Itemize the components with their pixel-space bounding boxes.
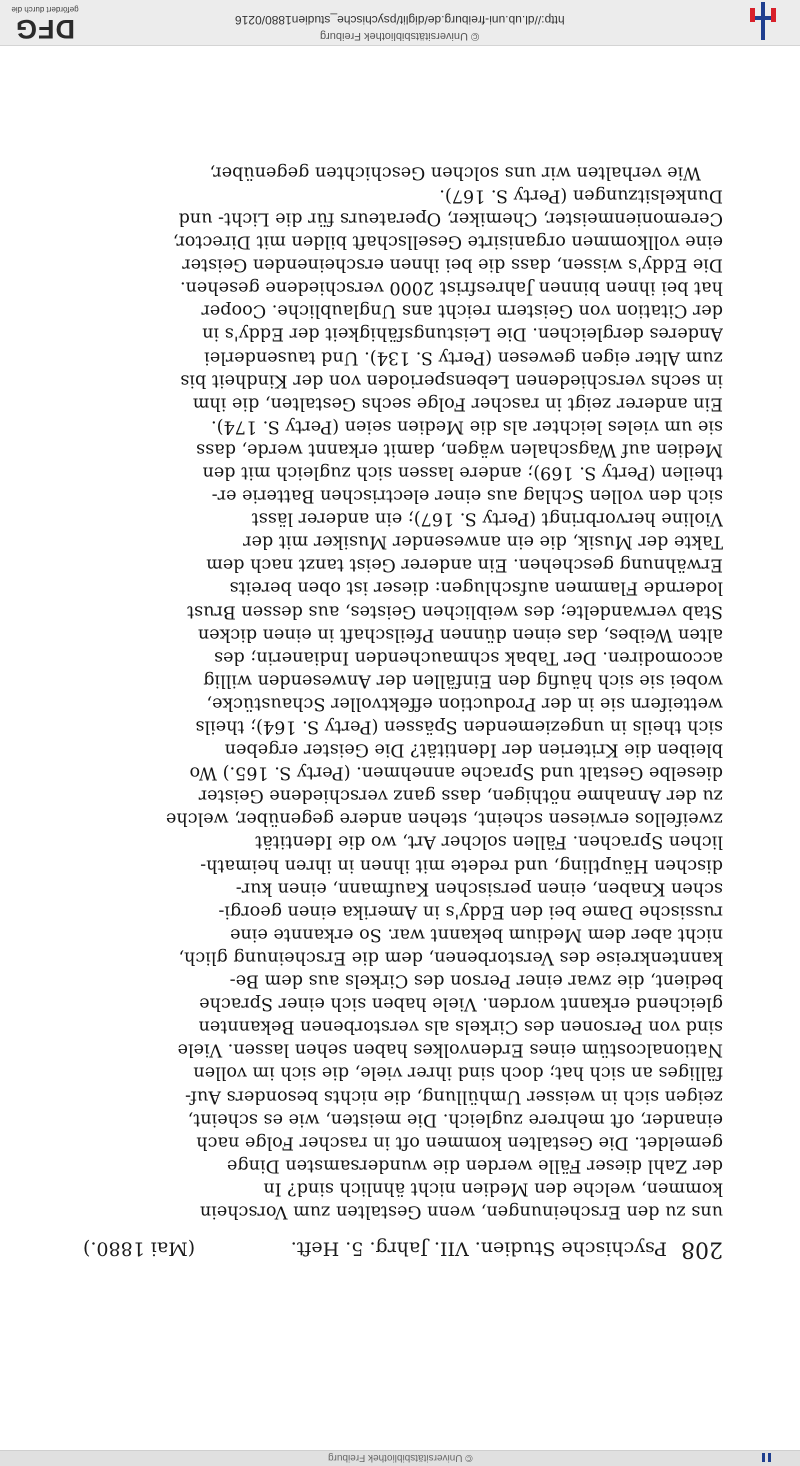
text-line: nicht aber dem Medium bekannt war. So erkannte eine (230, 924, 723, 945)
text-line: Wie verhalten wir uns solchen Geschichten gegenüber, (209, 162, 701, 183)
text-line: wetteifern sie in der Production effektvoller Schaustücke, (206, 693, 723, 714)
library-credit: © Universitätsbibliothek Freiburg (320, 30, 480, 42)
university-logo-icon (748, 2, 778, 42)
dfg-logo-text: DFG (15, 14, 75, 44)
dfg-logo (2, 2, 88, 44)
text-line: gemeldet. Die Gestalten kommen oft in rascher Folge nach (196, 1132, 723, 1153)
text-line: schen Knaben, einen persischen Kaufmann, einen kur- (235, 878, 723, 898)
text-line: sich den vollen Schlag aus einer electrischen Batterie er- (211, 485, 723, 506)
text-line: russische Dame bei den Eddy's in Amerika einen georgi- (218, 901, 723, 922)
text-line: Ceremonienmeister, Chemiker, Operateurs für die Licht- und (178, 208, 723, 229)
text-line: in sechs verschiedenen Lebensperioden von der Kindheit bis (180, 369, 723, 390)
text-line: Erwähnung geschehen. Ein anderer Geist tanzt nach dem (206, 554, 723, 575)
page-url[interactable]: http://dl.ub.uni-freiburg.de/diglit/psychische_studien1880/0216 (235, 13, 565, 27)
page-header (83, 1236, 723, 1260)
text-line: gleichend erkannt worden. Viele haben sich einer Sprache (199, 993, 723, 1014)
text-line: dischen Häuptling, und redete mit ihnen in ihren heimath- (200, 854, 723, 875)
text-line: kanntenkreise des Verstorbenen, dem die Erscheinung glich, (178, 947, 723, 968)
dfg-caption: gefördert durch die (11, 5, 79, 14)
scanned-page (83, 160, 723, 1260)
running-head: Psychische Studien. VII. Jahrg. 5. Heft. (290, 1237, 667, 1260)
text-line: bedient, die zwar einer Person des Cirkels aus dem Be- (229, 970, 723, 991)
text-line: zweifellos erwiesen scheint, stehen andere gegenüber, welche (165, 808, 723, 829)
text-line: lichen Sprachen. Fällen solcher Art, wo die Identität (255, 831, 723, 852)
text-line: bleiben die Kriterien der Identität? Die Geister ergeben (224, 739, 723, 760)
text-line: Stab verwandelte; des weiblichen Geistes, aus dessen Brust (187, 600, 723, 621)
viewer-top-bar (0, 0, 800, 46)
page-number: 208 (681, 1236, 723, 1262)
text-line: sind von Personen des Cirkels als verstorbenen Bekannten (198, 1016, 723, 1037)
text-line: zeigen sich in weisser Umhüllung, die nichts besonders Auf- (185, 1085, 723, 1106)
bottom-logo-icon (760, 1451, 778, 1463)
text-line: Violine hervorbringt (Perty S. 167); ein anderer lässt (251, 508, 723, 529)
text-line: lodernde Flammen aufschlugen: dieser ist oben bereits (229, 577, 723, 598)
text-line: der Zahl dieser Fälle werden die wundersamsten Dinge (226, 1155, 723, 1176)
text-line: kommen, welche den Medien nicht ähnlich sind? In (263, 1178, 723, 1199)
text-line: Medien auf Wagschalen wägen, damit erkannt werde, dass (196, 439, 723, 460)
text-line: sie um vieles leichter als die Medien seien (Perty S. 174). (211, 416, 723, 437)
bottom-library-credit: © Universitätsbibliothek Freiburg (327, 1452, 473, 1463)
text-line: einander, oft mehrere zugleich. Die meisten, wie es scheint, (187, 1108, 723, 1129)
text-line: wobei sie sich häufig den Einfällen der Anwesenden willig (203, 670, 723, 691)
text-line: Anderes dergleichen. Die Leistungsfähigkeit der Eddy's in (202, 323, 723, 344)
text-line: Nationalcostüm eines Erdenvolkes haben sehen lassen. Viele (177, 1039, 723, 1060)
text-line: accomodiren. Der Tabak schmauchenden Indianerin; des (214, 647, 723, 668)
text-line: Die Eddy's wissen, dass die bei ihnen erscheinenden Geister (182, 254, 723, 275)
text-line: dieselbe Gestalt und Sprache annehmen. (Perty S. 165.) Wo (189, 762, 723, 783)
text-line: fälliges an sich hat; doch sind ihrer viele, die sich im vollen (193, 1062, 723, 1083)
text-line: hat bei ihnen binnen Jahresfrist 2000 verschiedene gesehen. (179, 277, 723, 298)
text-line: Ein anderer zeigt in rascher Folge sechs Gestalten, die ihm (192, 393, 723, 414)
issue-date: (Mai 1880.) (83, 1237, 196, 1260)
text-line: zu der Annahme nöthigen, dass ganz verschiedene Geister (198, 785, 723, 806)
text-line: theilen (Perty S. 169); andere lassen sich zugleich mit den (202, 462, 723, 483)
text-line: Dunkelsitzungen (Perty S. 167). (439, 185, 723, 206)
text-line: Takte der Musik, die ein anwesender Musiker mit der (243, 531, 723, 552)
text-line: alten Weibes, das einen dünnen Pfeilschaft in einen dicken (197, 623, 723, 644)
body-text (83, 160, 723, 1222)
text-line: eine vollkommen organisirte Gesellschaft bilden mit Director, (172, 231, 723, 252)
text-line: zum Alter eigen gewesen (Perty S. 134). Und tausenderlei (204, 346, 723, 367)
text-line: sich theils in ungeziemenden Spässen (Perty S. 164); theils (195, 716, 723, 737)
text-line: der Citation von Geistern reicht ans Unglaubliche. Cooper (201, 300, 723, 321)
text-line: uns zu den Erscheinungen, wenn Gestalten zum Vorschein (199, 1201, 723, 1222)
